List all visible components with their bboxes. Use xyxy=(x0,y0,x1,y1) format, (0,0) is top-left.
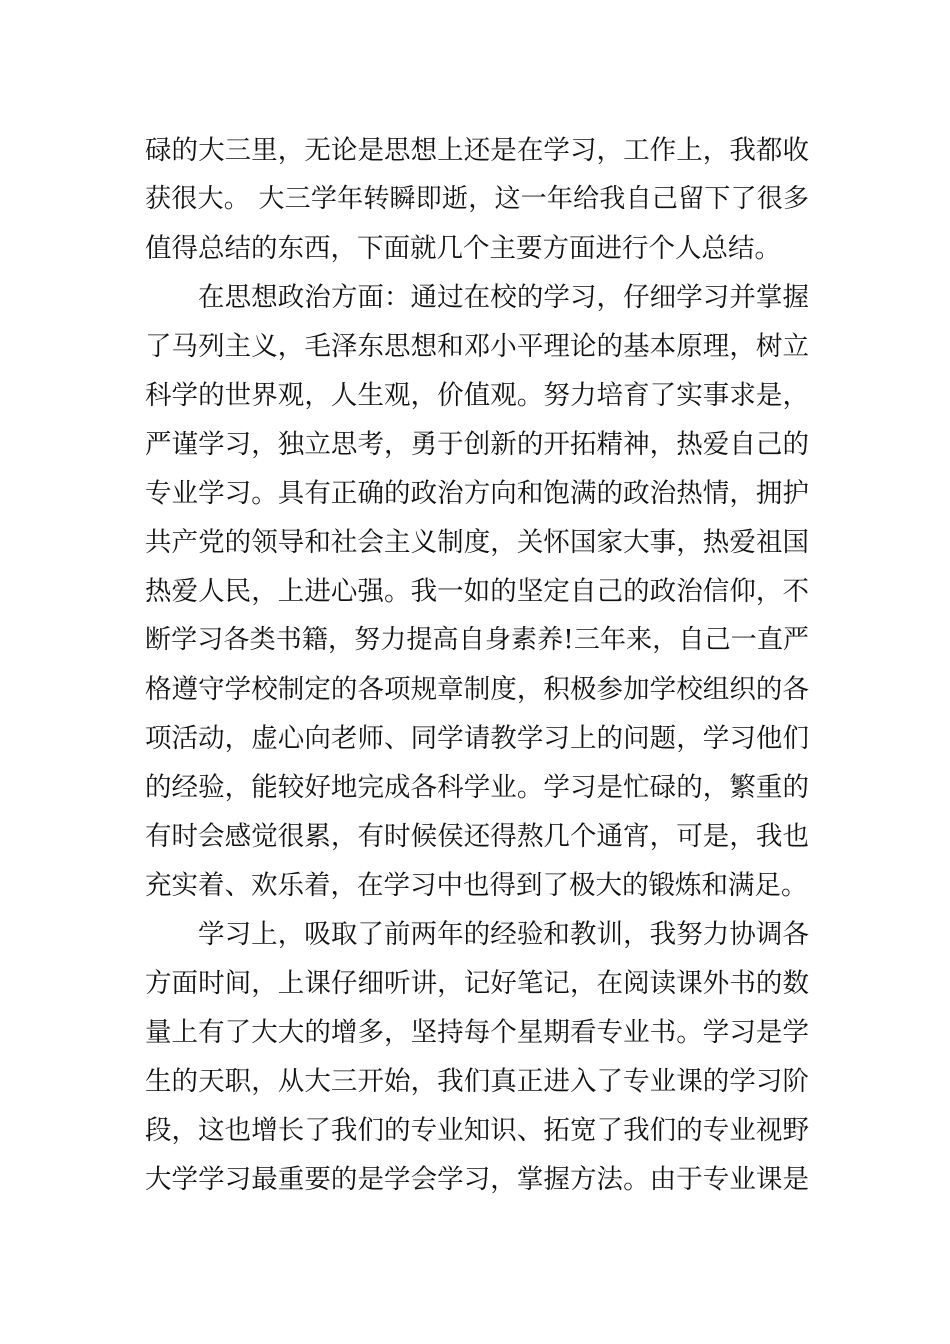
text-line: 量上有了大大的增多，坚持每个星期看专业书。学习是学 xyxy=(145,1017,809,1048)
text-line: 大学学习最重要的是学会学习，掌握方法。由于专业课是 xyxy=(145,1164,809,1195)
text-line: 热爱人民，上进心强。我一如的坚定自己的政治信仰，不 xyxy=(145,576,809,607)
text-line: 碌的大三里，无论是思想上还是在学习，工作上，我都收 xyxy=(145,135,809,166)
text-line: 学习上，吸取了前两年的经验和教训，我努力协调各 xyxy=(198,919,809,950)
text-line: 严谨学习，独立思考，勇于创新的开拓精神，热爱自己的 xyxy=(145,429,809,460)
paragraph-study xyxy=(145,910,809,1204)
text-line: 段，这也增长了我们的专业知识、拓宽了我们的专业视野 xyxy=(145,1115,809,1146)
text-line: 有时会感觉很累，有时候侯还得熬几个通宵，可是，我也 xyxy=(145,821,809,852)
paragraph-continuation xyxy=(145,126,809,273)
text-line: 获很大。 大三学年转瞬即逝，这一年给我自己留下了很多 xyxy=(145,184,809,214)
text-line: 专业学习。具有正确的政治方向和饱满的政治热情，拥护 xyxy=(145,478,809,509)
text-line: 科学的世界观，人生观，价值观。努力培育了实事求是， xyxy=(145,380,809,411)
text-line: 在思想政治方面：通过在校的学习，仔细学习并掌握 xyxy=(198,282,809,313)
text-line: 断学习各类书籍，努力提高自身素养!三年来，自己一直严 xyxy=(145,625,809,655)
text-line: 格遵守学校制定的各项规章制度，积极参加学校组织的各 xyxy=(145,674,809,705)
text-line: 生的天职，从大三开始，我们真正进入了专业课的学习阶 xyxy=(145,1066,809,1097)
text-line: 值得总结的东西，下面就几个主要方面进行个人总结。 xyxy=(145,233,781,264)
text-line: 的经验，能较好地完成各科学业。学习是忙碌的，繁重的 xyxy=(145,772,809,803)
document-body xyxy=(145,126,809,1204)
paragraph-political xyxy=(145,273,809,910)
text-line: 共产党的领导和社会主义制度，关怀国家大事，热爱祖国 xyxy=(145,527,809,558)
text-line: 了马列主义，毛泽东思想和邓小平理论的基本原理，树立 xyxy=(145,331,809,362)
text-line: 方面时间，上课仔细听讲，记好笔记，在阅读课外书的数 xyxy=(145,968,809,999)
text-line: 充实着、欢乐着，在学习中也得到了极大的锻炼和满足。 xyxy=(145,870,808,901)
text-line: 项活动，虚心向老师、同学请教学习上的问题，学习他们 xyxy=(145,723,809,754)
